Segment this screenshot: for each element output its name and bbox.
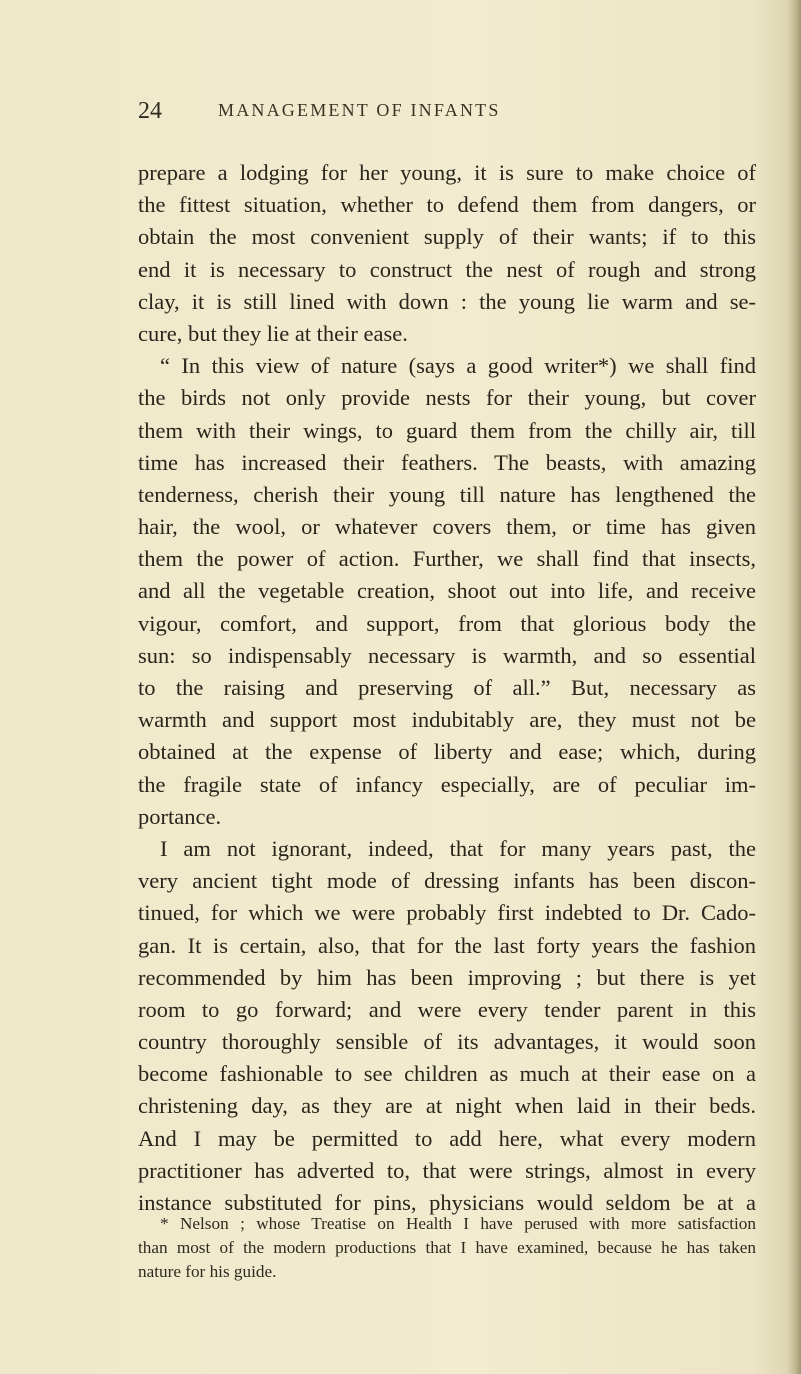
text-line: obtain the most convenient supply of their wants; if to this	[138, 224, 756, 250]
text-line: I am not ignorant, indeed, that for many years past, the	[160, 835, 756, 861]
running-title: MANAGEMENT OF INFANTS	[218, 100, 501, 120]
text-line: to the raising and preserving of all.” But, necessary as	[138, 675, 756, 700]
text-line: them with their wings, to guard them from the chilly air, till	[138, 417, 756, 443]
footnote-line: than most of the modern productions that I have examined, because he has taken	[138, 1238, 756, 1257]
footnote	[138, 1212, 756, 1284]
text-line: end it is necessary to construct the nest of rough and strong	[138, 256, 756, 282]
text-line: obtained at the expense of liberty and ease; which, during	[138, 739, 756, 765]
text-line: And I may be permitted to add here, what every modern	[138, 1125, 756, 1151]
text-line: the fragile state of infancy especially, are of peculiar im-	[138, 771, 756, 797]
footnote-line: * Nelson ; whose Treatise on Health I have perused with more satisfaction	[160, 1214, 756, 1233]
text-line: vigour, comfort, and support, from that glorious body the	[138, 610, 756, 636]
text-line: warmth and support most indubitably are, they must not be	[138, 707, 756, 733]
text-line: very ancient tight mode of dressing infants has been discon-	[138, 868, 756, 894]
text-line: time has increased their feathers. The beasts, with amazing	[138, 449, 756, 475]
text-line: portance.	[138, 803, 222, 829]
text-line: tinued, for which we were probably first indebted to Dr. Cado-	[138, 900, 756, 926]
text-line: the fittest situation, whether to defend them from dangers, or	[138, 192, 756, 218]
text-line: instance substituted for pins, physicians would seldom be at a	[138, 1190, 756, 1215]
text-line: and all the vegetable creation, shoot out into life, and receive	[138, 578, 756, 604]
page-number: 24	[138, 98, 162, 124]
text-line: the birds not only provide nests for their young, but cover	[138, 385, 756, 411]
text-line: clay, it is still lined with down : the young lie warm and se-	[138, 288, 756, 314]
footnote-line: nature for his guide.	[138, 1262, 277, 1281]
text-line: become fashionable to see children as much at their ease on a	[138, 1061, 756, 1087]
text-line: christening day, as they are at night when laid in their beds.	[138, 1093, 756, 1119]
text-line: “ In this view of nature (says a good writer*) we shall find	[160, 353, 756, 379]
page-header	[0, 96, 801, 136]
text-line: cure, but they lie at their ease.	[138, 320, 408, 346]
text-line: hair, the wool, or whatever covers them, or time has given	[138, 514, 756, 540]
text-line: them the power of action. Further, we shall find that insects,	[138, 546, 756, 572]
page-edge-shadow	[787, 0, 801, 1374]
text-line: practitioner has adverted to, that were strings, almost in every	[138, 1157, 756, 1183]
text-line: country thoroughly sensible of its advantages, it would soon	[138, 1029, 756, 1055]
text-line: gan. It is certain, also, that for the last forty years the fashion	[138, 932, 756, 958]
body-text	[138, 157, 756, 1219]
text-line: recommended by him has been improving ; but there is yet	[138, 964, 756, 990]
text-line: tenderness, cherish their young till nature has lengthened the	[138, 481, 756, 507]
text-line: prepare a lodging for her young, it is sure to make choice of	[138, 160, 756, 185]
text-line: room to go forward; and were every tender parent in this	[138, 996, 756, 1022]
text-line: sun: so indispensably necessary is warmth, and so essential	[138, 642, 756, 668]
